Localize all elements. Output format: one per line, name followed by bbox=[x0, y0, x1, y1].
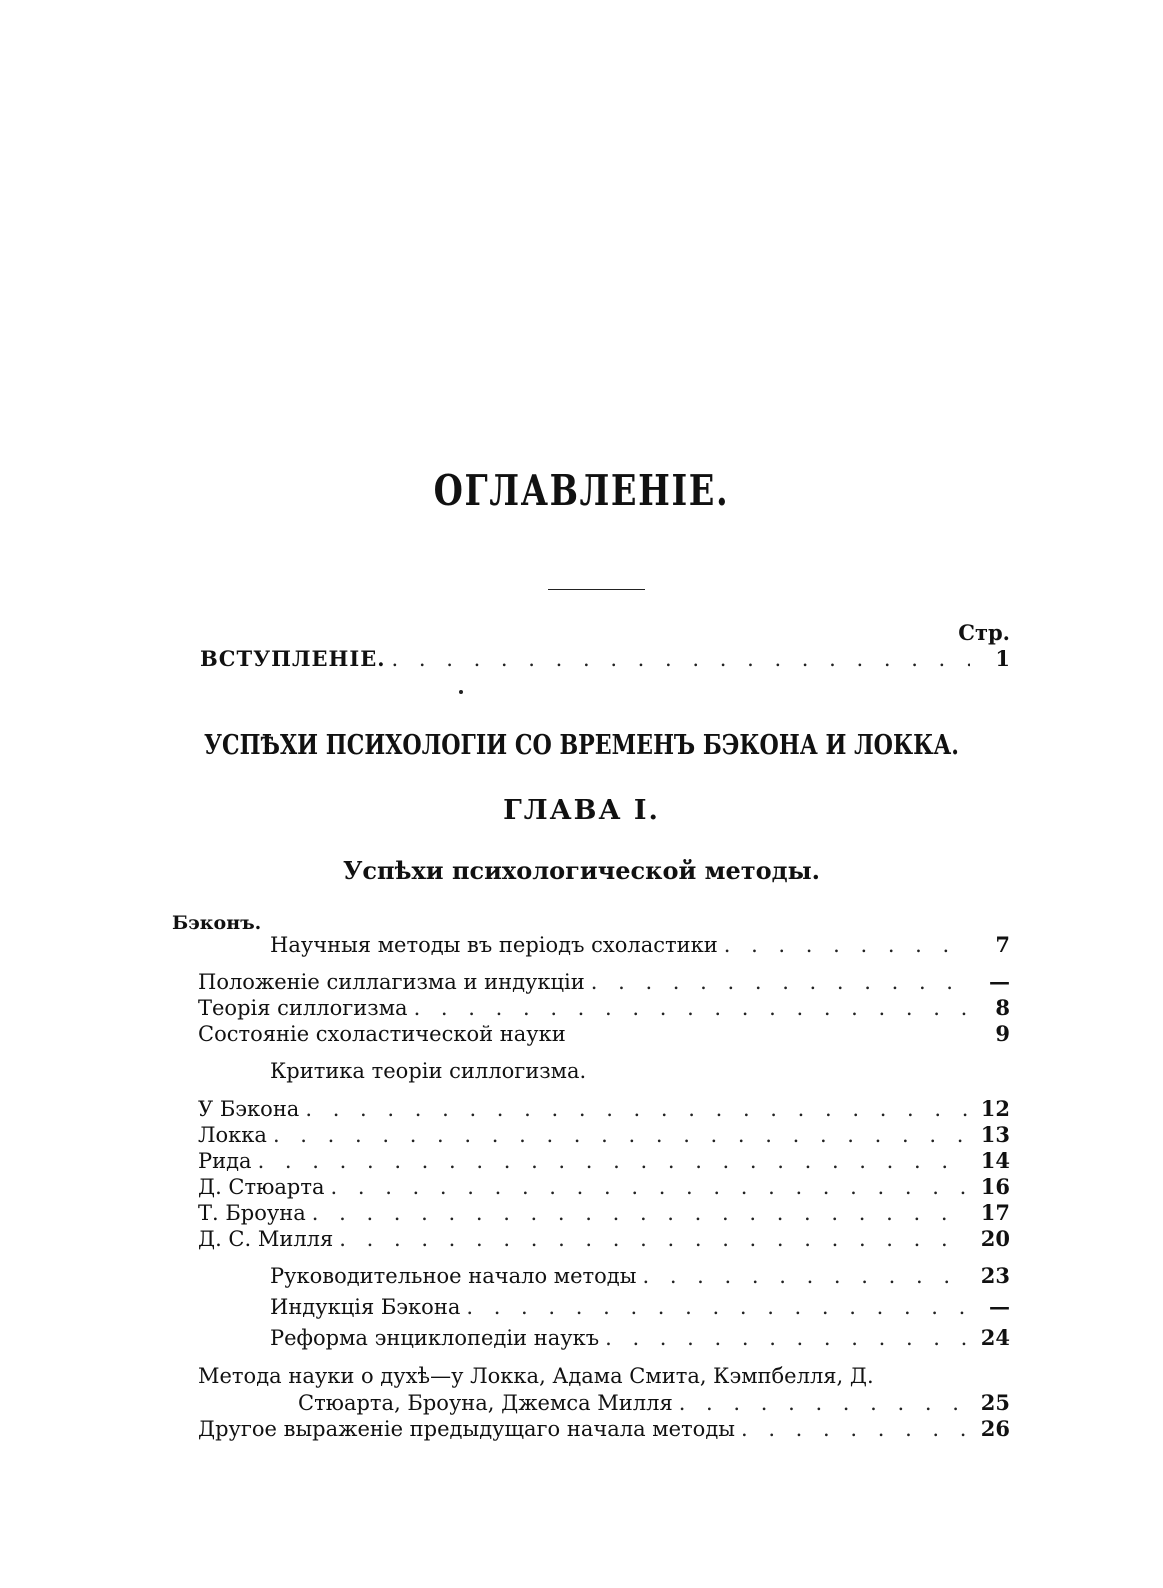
chapter-subtitle: Успѣхи психологической методы. bbox=[342, 856, 821, 885]
entry-text: Состояніе схоластической науки bbox=[198, 1022, 566, 1046]
toc-entry-intro bbox=[200, 646, 1010, 671]
dot-leader bbox=[414, 996, 970, 1020]
entry-page: 26 bbox=[980, 1416, 1010, 1441]
dot-leader bbox=[392, 647, 970, 671]
entry-page: 20 bbox=[980, 1226, 1010, 1251]
dot-leader bbox=[724, 933, 970, 957]
toc-entry bbox=[198, 1200, 1010, 1225]
entry-text: Теорія силлогизма bbox=[198, 996, 408, 1020]
toc-entry bbox=[198, 1021, 1010, 1046]
toc-entry bbox=[198, 1174, 1010, 1199]
dot-leader bbox=[312, 1201, 970, 1225]
title-rule bbox=[548, 589, 645, 590]
criticism-heading: Критика теоріи силлогизма. bbox=[270, 1059, 587, 1083]
toc-entry bbox=[270, 1263, 1010, 1288]
toc-entry bbox=[198, 1096, 1010, 1121]
entry-text: Положеніе силлагизма и индукціи bbox=[198, 970, 585, 994]
toc-entry bbox=[198, 1226, 1010, 1251]
entry-page: 17 bbox=[980, 1200, 1010, 1225]
toc-entry bbox=[198, 1122, 1010, 1147]
entry-text: Индукція Бэкона bbox=[270, 1295, 461, 1319]
stray-dot bbox=[459, 690, 463, 694]
toc-entry bbox=[198, 1416, 1010, 1441]
entry-page: 1 bbox=[995, 646, 1010, 671]
dot-leader bbox=[591, 970, 970, 994]
entry-text: У Бэкона bbox=[198, 1097, 300, 1121]
entry-page: — bbox=[989, 969, 1010, 994]
dot-leader bbox=[642, 1264, 970, 1288]
entry-page: 12 bbox=[980, 1096, 1010, 1121]
entry-text: Руководительное начало методы bbox=[270, 1264, 637, 1288]
dot-leader bbox=[273, 1123, 970, 1147]
part-heading: УСПѢХИ ПСИХОЛОГІИ СО ВРЕМЕНЪ БЭКОНА И ЛОККА. bbox=[203, 730, 959, 761]
dot-leader bbox=[605, 1326, 970, 1350]
dot-leader bbox=[466, 1295, 970, 1319]
entry-page: 16 bbox=[980, 1174, 1010, 1199]
page-column-label: Стр. bbox=[958, 620, 1010, 645]
entry-text: Рида bbox=[198, 1149, 252, 1173]
dot-leader bbox=[305, 1097, 970, 1121]
toc-entry bbox=[198, 969, 1010, 994]
dot-leader bbox=[679, 1391, 970, 1415]
entry-page: 24 bbox=[980, 1325, 1010, 1350]
section-label: Бэконъ. bbox=[172, 912, 262, 934]
toc-entry bbox=[270, 932, 1010, 957]
dot-leader bbox=[339, 1227, 970, 1251]
entry-page: 9 bbox=[995, 1021, 1010, 1046]
entry-text: Метода науки о духѣ—у Локка, Адама Смита, Кэмпбелля, Д. bbox=[198, 1364, 874, 1388]
entry-text: Локка bbox=[198, 1123, 267, 1147]
dot-leader bbox=[258, 1149, 970, 1173]
toc-entry bbox=[198, 995, 1010, 1020]
entry-text: Т. Броуна bbox=[198, 1201, 306, 1225]
toc-entry bbox=[270, 1294, 1010, 1319]
toc-entry bbox=[270, 1325, 1010, 1350]
entry-page: 23 bbox=[980, 1263, 1010, 1288]
entry-text: ВСТУПЛЕНІЕ. bbox=[200, 646, 386, 671]
chapter-heading: ГЛАВА I. bbox=[503, 795, 660, 826]
entry-page: 13 bbox=[980, 1122, 1010, 1147]
dot-leader bbox=[741, 1417, 970, 1441]
entry-text: Научныя методы въ періодъ схоластики bbox=[270, 933, 718, 957]
entry-page: 25 bbox=[980, 1390, 1010, 1415]
entry-text: Реформа энциклопедіи наукъ bbox=[270, 1326, 600, 1350]
toc-entry bbox=[198, 1148, 1010, 1173]
entry-text: Другое выраженіе предыдущаго начала методы bbox=[198, 1417, 735, 1441]
toc-entry bbox=[298, 1390, 1010, 1415]
entry-page: — bbox=[989, 1294, 1010, 1319]
entry-page: 7 bbox=[995, 932, 1010, 957]
toc-title: ОГЛАВЛЕНІЕ. bbox=[433, 466, 730, 515]
entry-text: Стюарта, Броуна, Джемса Милля bbox=[298, 1391, 673, 1415]
entry-page: 14 bbox=[980, 1148, 1010, 1173]
entry-text: Д. Стюарта bbox=[198, 1175, 325, 1199]
entry-page: 8 bbox=[995, 995, 1010, 1020]
dot-leader bbox=[331, 1175, 971, 1199]
entry-text: Д. С. Милля bbox=[198, 1227, 334, 1251]
